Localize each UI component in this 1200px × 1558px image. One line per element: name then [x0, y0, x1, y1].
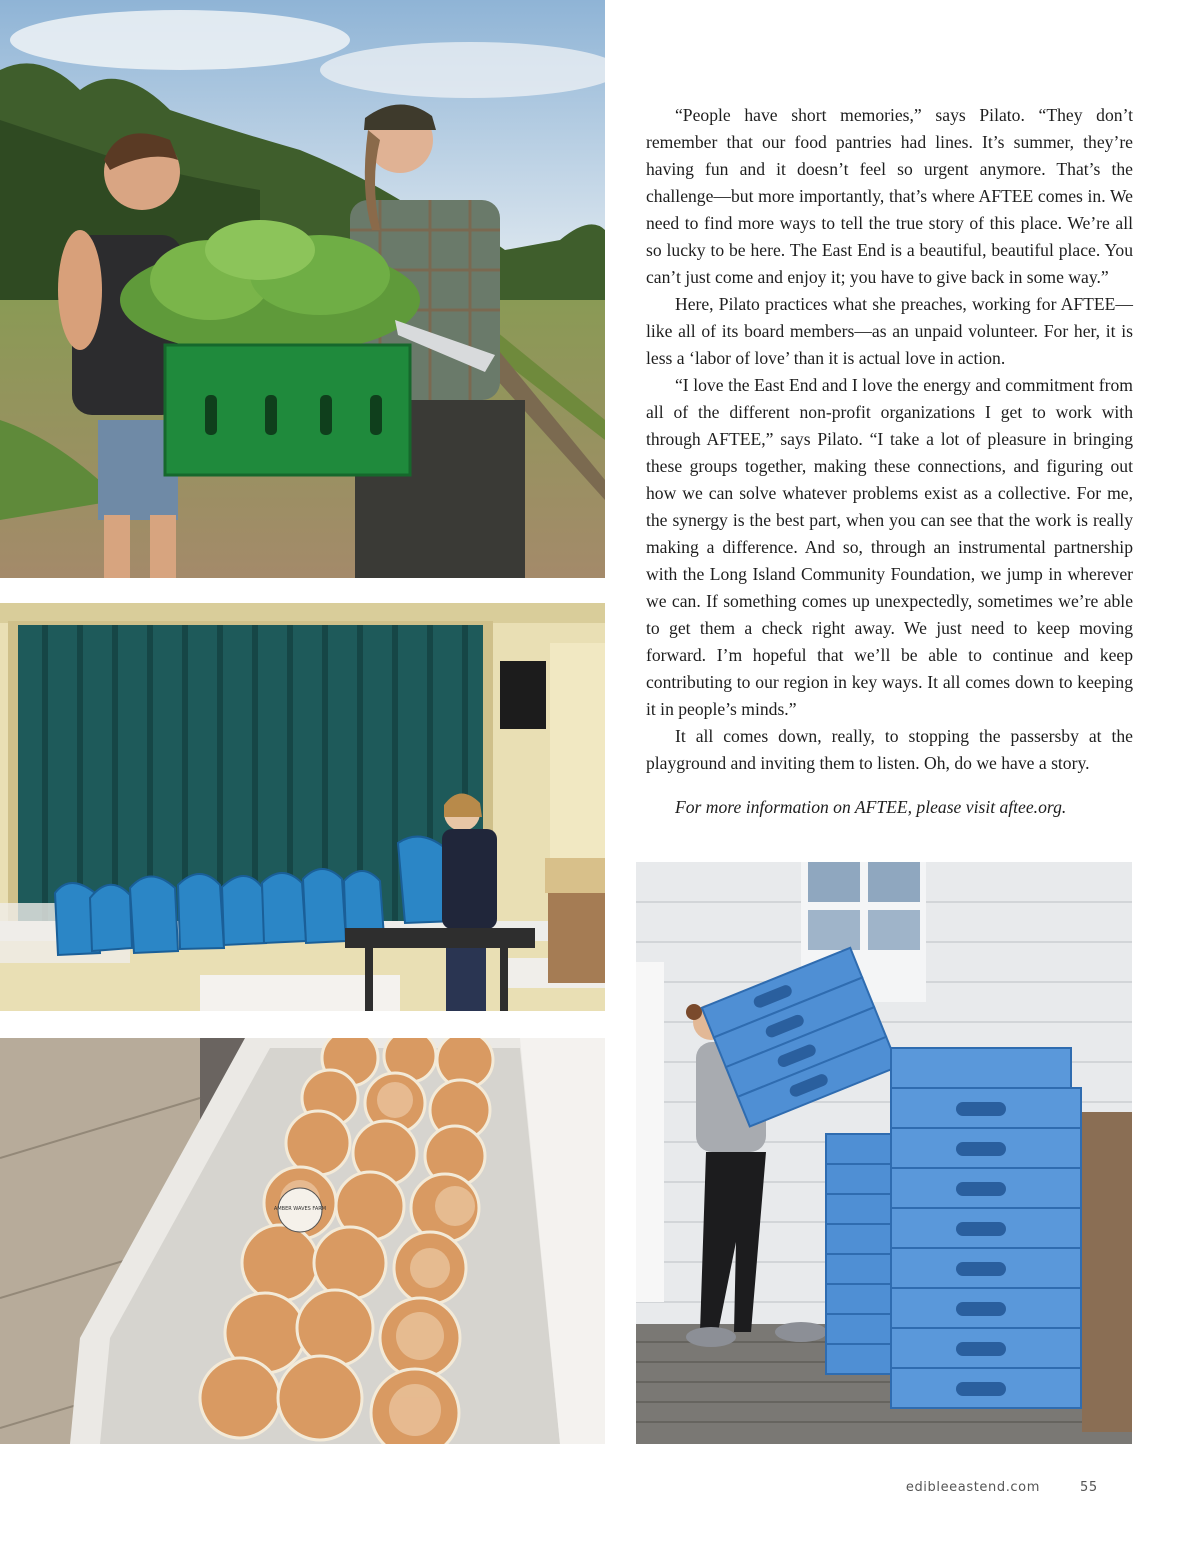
- article-paragraph: Here, Pilato practices what she preaches, working for AFTEE—like all of its board members—as an unpaid volunteer. For her, it is less a ‘labor of love’ than it is actual love in action.: [646, 294, 1133, 368]
- photo-farm-workers: [0, 0, 605, 578]
- article-paragraph: “I love the East End and I love the energy and commitment from all of the different non-profit organizations I get to work with through AFTEE,” says Pilato. “I take a lot of pleasure in bringing these groups together, making these connections, and figuring out how we can solve whatever problems exist as a collective. For me, the synergy is the best part, when you can see that the work is really making a difference. And so, through an instrumental partnership with the Long Island Community Foundation, we jump in wherever we can. If something comes up unexpectedly, sometimes we’re able to get them a check right away. We just need to keep moving forward. I’m hopeful that we’ll be able to continue and keep contributing to our region in key ways. It all comes down to keeping it in people’s minds.”: [646, 375, 1133, 719]
- footer-website: edibleeastend.com: [905, 1480, 1040, 1495]
- photo-food-pantry-hall: [0, 603, 605, 1011]
- photo-soup-cooler: [0, 1038, 605, 1444]
- cooler-label-text: AMBER WAVES FARM: [273, 1206, 327, 1212]
- page-number: 55: [1080, 1480, 1098, 1495]
- closing-note: For more information on AFTEE, please visit aftee.org.: [675, 797, 1067, 817]
- article-paragraph: “People have short memories,” says Pilato. “They don’t remember that our food pantries had lines. It’s summer, they’re having fun and it doesn’t feel so urgent anymore. That’s the challenge—but more importantly, that’s where AFTEE comes in. We need to find more ways to tell the true story of this place. We’re all so lucky to be here. The East End is a beautiful, beautiful place. You can’t just come and enjoy it; you have to give back in some way.”: [646, 105, 1133, 287]
- article-paragraph: It all comes down, really, to stopping the passersby at the playground and inviting them to listen. Oh, do we have a story.: [646, 726, 1133, 773]
- article-body: [646, 102, 1133, 821]
- page-footer: [880, 1480, 1120, 1502]
- photo-blue-crates: [636, 862, 1132, 1444]
